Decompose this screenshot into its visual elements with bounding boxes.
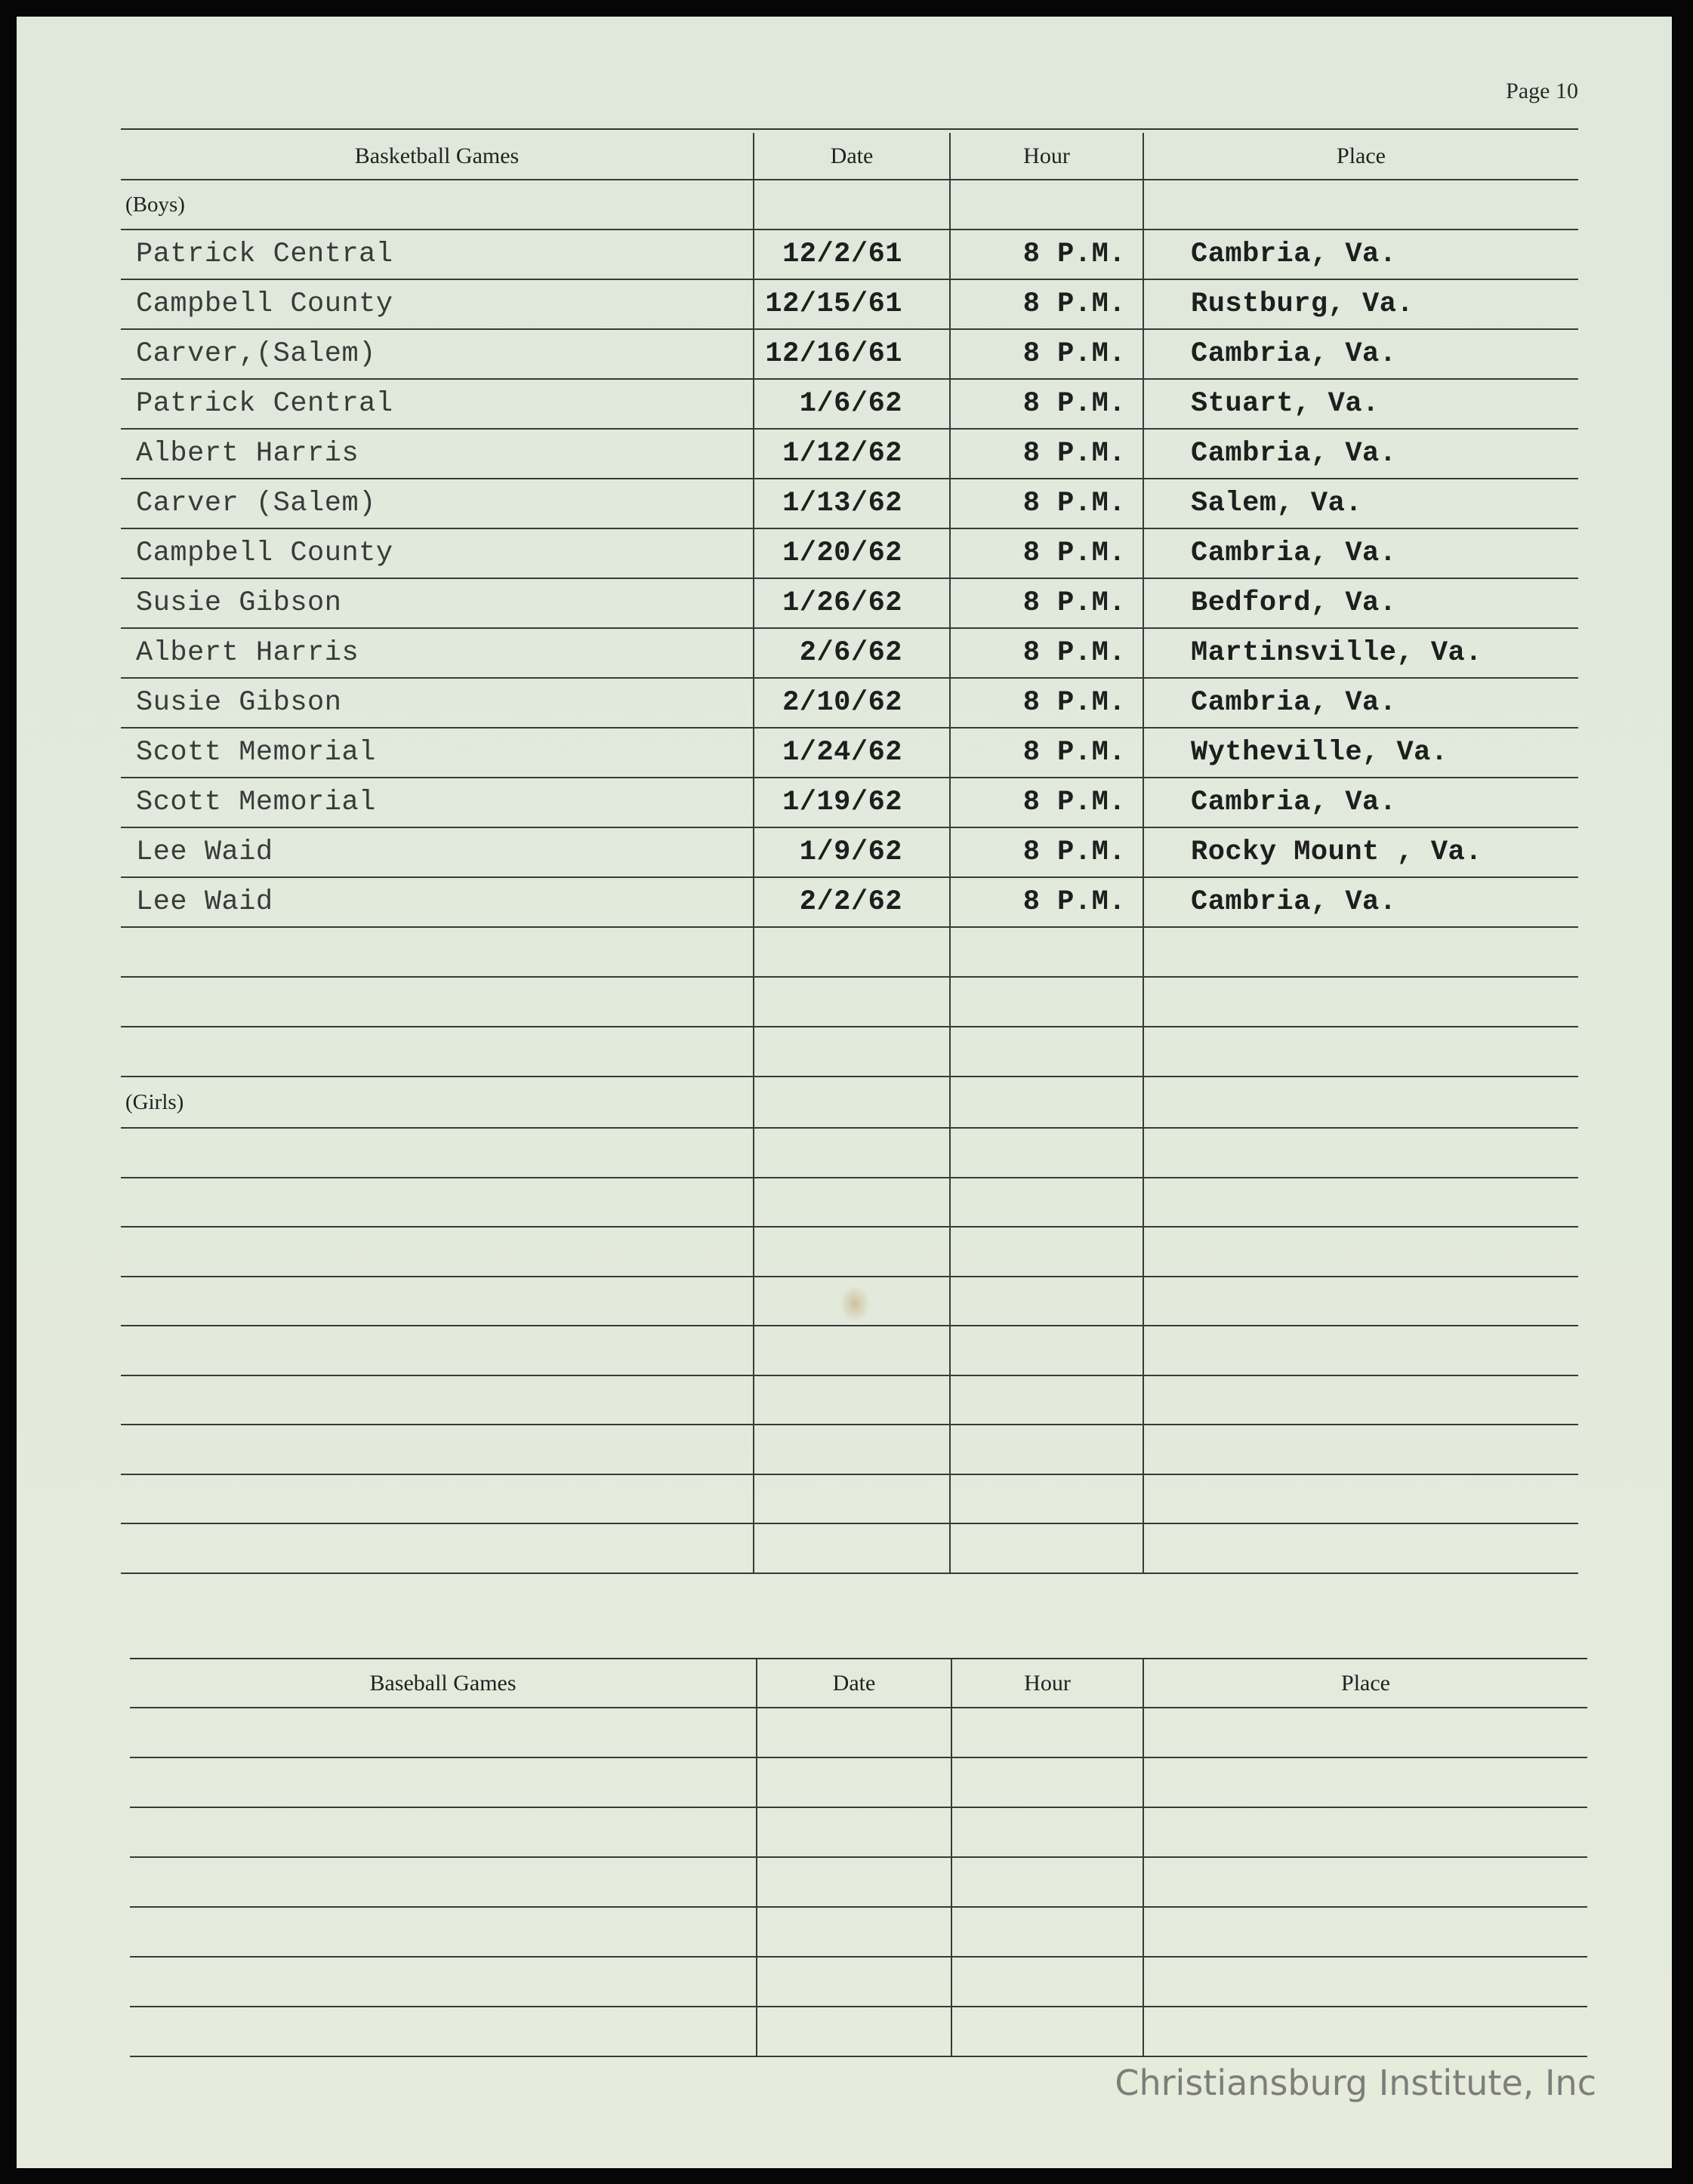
blank-row [121,1523,1578,1573]
game-hour: 8 P.M. [950,528,1143,578]
game-place: Cambria, Va. [1143,678,1578,728]
game-hour: 8 P.M. [950,479,1143,528]
blank-row [130,1757,1587,1807]
paper-stain [840,1285,870,1323]
blank-row [121,1474,1578,1524]
game-row [121,578,1578,628]
header-basketball-games: Basketball Games [121,133,754,180]
blank-row [121,927,1578,977]
boys-label: (Boys) [121,180,754,229]
blank-row [130,1807,1587,1857]
team-name: Campbell County [121,279,754,329]
game-hour: 8 P.M. [950,877,1143,927]
blank-row [130,1957,1587,2007]
game-hour: 8 P.M. [950,728,1143,778]
game-row [121,479,1578,528]
game-hour: 8 P.M. [950,279,1143,329]
header-place: Place [1143,133,1578,180]
game-date: 1/19/62 [754,778,950,827]
game-place: Martinsville, Va. [1143,628,1578,678]
blank-row [121,1375,1578,1425]
game-row [121,877,1578,927]
game-date: 2/2/62 [754,877,950,927]
game-place: Rocky Mount , Va. [1143,827,1578,877]
game-hour: 8 P.M. [950,827,1143,877]
game-hour: 8 P.M. [950,578,1143,628]
team-name: Susie Gibson [121,678,754,728]
game-date: 2/10/62 [754,678,950,728]
game-date: 1/26/62 [754,578,950,628]
girls-blank-rows [121,1128,1578,1573]
blank-row [130,2007,1587,2056]
game-row [121,329,1578,379]
game-hour: 8 P.M. [950,678,1143,728]
game-place: Stuart, Va. [1143,379,1578,429]
game-row [121,827,1578,877]
game-row [121,628,1578,678]
game-place: Cambria, Va. [1143,329,1578,379]
header-hour: Hour [951,1659,1143,1708]
game-date: 1/9/62 [754,827,950,877]
game-date: 2/6/62 [754,628,950,678]
blank-row [121,1227,1578,1277]
top-rule [121,128,1578,130]
team-name: Scott Memorial [121,778,754,827]
girls-section-row [121,1077,1578,1128]
blank-row [121,1128,1578,1178]
blank-row [130,1708,1587,1757]
game-row [121,429,1578,479]
header-baseball-games: Baseball Games [130,1659,757,1708]
game-place: Cambria, Va. [1143,429,1578,479]
basketball-schedule-table [121,133,1578,1574]
game-row [121,778,1578,827]
blank-row [121,1326,1578,1375]
baseball-header-row [130,1659,1587,1708]
game-row [121,678,1578,728]
baseball-schedule-table [130,1659,1587,2057]
basketball-header-row [121,133,1578,180]
game-row [121,528,1578,578]
team-name: Carver (Salem) [121,479,754,528]
game-hour: 8 P.M. [950,628,1143,678]
game-hour: 8 P.M. [950,429,1143,479]
page-number: Page 10 [1506,79,1578,103]
boys-blank-rows [121,927,1578,1077]
game-place: Cambria, Va. [1143,528,1578,578]
watermark: Christiansburg Institute, Inc [1115,2062,1596,2103]
game-place: Rustburg, Va. [1143,279,1578,329]
team-name: Patrick Central [121,229,754,279]
game-date: 12/16/61 [754,329,950,379]
blank-row [121,1178,1578,1228]
team-name: Albert Harris [121,628,754,678]
game-date: 1/20/62 [754,528,950,578]
header-place: Place [1143,1659,1587,1708]
game-date: 12/2/61 [754,229,950,279]
game-date: 12/15/61 [754,279,950,329]
team-name: Carver,(Salem) [121,329,754,379]
game-place: Bedford, Va. [1143,578,1578,628]
girls-label: (Girls) [121,1077,754,1128]
game-hour: 8 P.M. [950,229,1143,279]
team-name: Patrick Central [121,379,754,429]
team-name: Campbell County [121,528,754,578]
boys-games-list [121,229,1578,927]
game-date: 1/13/62 [754,479,950,528]
header-hour: Hour [950,133,1143,180]
blank-row [130,1857,1587,1907]
team-name: Scott Memorial [121,728,754,778]
baseball-blank-rows [130,1708,1587,2056]
team-name: Susie Gibson [121,578,754,628]
game-row [121,379,1578,429]
team-name: Lee Waid [121,827,754,877]
game-place: Salem, Va. [1143,479,1578,528]
game-place: Wytheville, Va. [1143,728,1578,778]
game-hour: 8 P.M. [950,379,1143,429]
game-place: Cambria, Va. [1143,229,1578,279]
game-row [121,279,1578,329]
blank-row [121,1425,1578,1474]
blank-row [130,1907,1587,1957]
header-date: Date [757,1659,951,1708]
document-page [17,17,1672,2168]
game-date: 1/24/62 [754,728,950,778]
blank-row [121,977,1578,1027]
team-name: Lee Waid [121,877,754,927]
game-date: 1/12/62 [754,429,950,479]
boys-section-row [121,180,1578,229]
game-place: Cambria, Va. [1143,877,1578,927]
game-place: Cambria, Va. [1143,778,1578,827]
game-hour: 8 P.M. [950,329,1143,379]
team-name: Albert Harris [121,429,754,479]
game-row [121,229,1578,279]
game-date: 1/6/62 [754,379,950,429]
game-hour: 8 P.M. [950,778,1143,827]
header-date: Date [754,133,950,180]
blank-row [121,1027,1578,1077]
game-row [121,728,1578,778]
